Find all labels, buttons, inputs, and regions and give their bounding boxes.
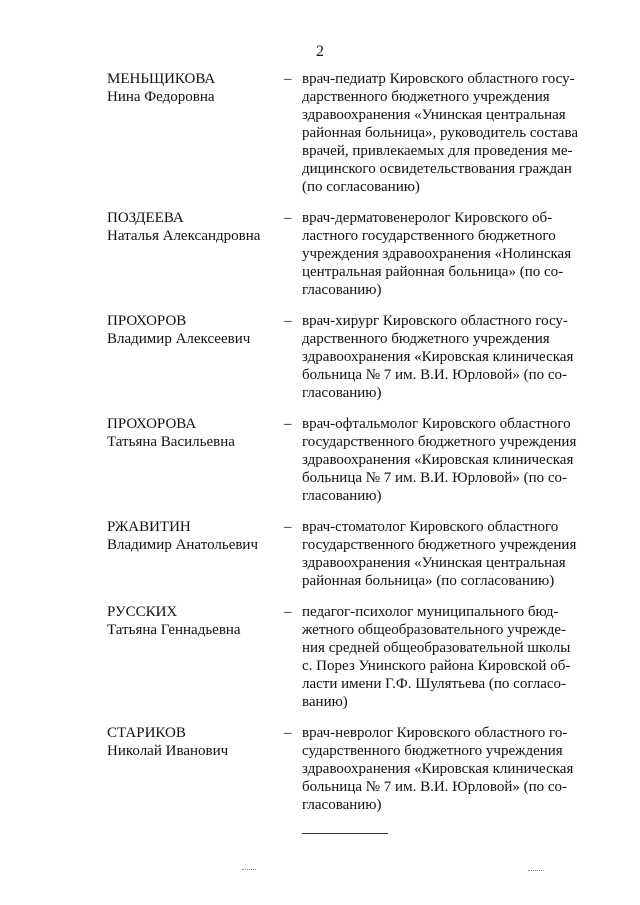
role-line: здравоохранения «Унинская центральная	[302, 107, 566, 123]
list-item	[107, 209, 587, 299]
role-line: государственного бюджетного учреждения	[302, 434, 577, 450]
role-description	[302, 209, 587, 299]
given-names: Наталья Александровна	[107, 228, 261, 244]
role-line: здравоохранения «Кировская клиническая	[302, 349, 574, 365]
role-line: врач-дерматовенеролог Кировского об-	[302, 210, 553, 226]
closing-rule	[302, 833, 388, 834]
role-line: дарственного бюджетного учреждения	[302, 331, 550, 347]
surname: РУССКИХ	[107, 604, 178, 620]
person-name	[107, 209, 284, 299]
role-description	[302, 724, 587, 814]
role-line: ванию)	[302, 694, 348, 710]
personnel-list	[107, 70, 587, 827]
surname: ПОЗДЕЕВА	[107, 210, 184, 226]
role-line: больница № 7 им. В.И. Юрловой» (по со-	[302, 779, 568, 795]
role-line: государственного бюджетного учреждения	[302, 537, 577, 553]
role-line: больница № 7 им. В.И. Юрловой» (по со-	[302, 470, 568, 486]
list-item	[107, 312, 587, 402]
person-name	[107, 70, 284, 196]
surname: РЖАВИТИН	[107, 519, 191, 535]
role-line: больница № 7 им. В.И. Юрловой» (по со-	[302, 367, 568, 383]
given-names: Владимир Алексеевич	[107, 331, 251, 347]
role-line: ния средней общеобразовательной школы	[302, 640, 571, 656]
page-number: 2	[316, 43, 324, 60]
role-description	[302, 415, 587, 505]
surname: ПРОХОРОВА	[107, 416, 197, 432]
role-line: врач-офтальмолог Кировского областного	[302, 416, 571, 432]
scan-speck	[528, 870, 544, 871]
role-line: районная больница», руководитель состава	[302, 125, 578, 141]
role-line: ласти имени Г.Ф. Шулятьева (по согласо-	[302, 676, 567, 692]
given-names: Татьяна Васильевна	[107, 434, 235, 450]
list-item	[107, 603, 587, 711]
role-line: с. Порез Унинского района Кировской об-	[302, 658, 571, 674]
dash-separator: –	[284, 313, 292, 329]
role-line: дарственного бюджетного учреждения	[302, 89, 550, 105]
role-line: здравоохранения «Унинская центральная	[302, 555, 566, 571]
role-line: врач-хирург Кировского областного госу-	[302, 313, 568, 329]
role-line: гласованию)	[302, 282, 382, 298]
role-line: здравоохранения «Кировская клиническая	[302, 761, 574, 777]
role-line: центральная районная больница» (по со-	[302, 264, 564, 280]
role-line: дицинского освидетельствования граждан	[302, 161, 572, 177]
person-name	[107, 415, 284, 505]
role-description	[302, 312, 587, 402]
dash-separator: –	[284, 210, 292, 226]
surname: ПРОХОРОВ	[107, 313, 187, 329]
role-description	[302, 518, 587, 590]
given-names: Николай Иванович	[107, 743, 229, 759]
dash-separator: –	[284, 71, 292, 87]
role-line: врачей, привлекаемых для проведения ме-	[302, 143, 573, 159]
role-line: ластного государственного бюджетного	[302, 228, 556, 244]
role-line: жетного общеобразовательного учрежде-	[302, 622, 567, 638]
role-line: гласованию)	[302, 488, 382, 504]
role-line: врач-стоматолог Кировского областного	[302, 519, 559, 535]
surname: СТАРИКОВ	[107, 725, 186, 741]
role-line: гласованию)	[302, 797, 382, 813]
role-line: врач-педиатр Кировского областного госу-	[302, 71, 575, 87]
role-line: здравоохранения «Кировская клиническая	[302, 452, 574, 468]
role-description	[302, 70, 587, 196]
given-names: Татьяна Геннадьевна	[107, 622, 241, 638]
list-item	[107, 518, 587, 590]
role-line: гласованию)	[302, 385, 382, 401]
dash-separator: –	[284, 604, 292, 620]
dash-separator: –	[284, 725, 292, 741]
person-name	[107, 603, 284, 711]
person-name	[107, 312, 284, 402]
role-line: районная больница» (по согласованию)	[302, 573, 555, 589]
role-line: врач-невролог Кировского областного го-	[302, 725, 568, 741]
given-names: Владимир Анатольевич	[107, 537, 259, 553]
role-line: сударственного бюджетного учреждения	[302, 743, 563, 759]
list-item	[107, 70, 587, 196]
list-item	[107, 724, 587, 814]
dash-separator: –	[284, 416, 292, 432]
list-item	[107, 415, 587, 505]
person-name	[107, 518, 284, 590]
role-line: (по согласованию)	[302, 179, 420, 195]
given-names: Нина Федоровна	[107, 89, 215, 105]
dash-separator: –	[284, 519, 292, 535]
scan-speck	[242, 869, 256, 870]
person-name	[107, 724, 284, 814]
role-line: учреждения здравоохранения «Нолинская	[302, 246, 572, 262]
role-line: педагог-психолог муниципального бюд-	[302, 604, 559, 620]
surname: МЕНЬЩИКОВА	[107, 71, 216, 87]
role-description	[302, 603, 587, 711]
